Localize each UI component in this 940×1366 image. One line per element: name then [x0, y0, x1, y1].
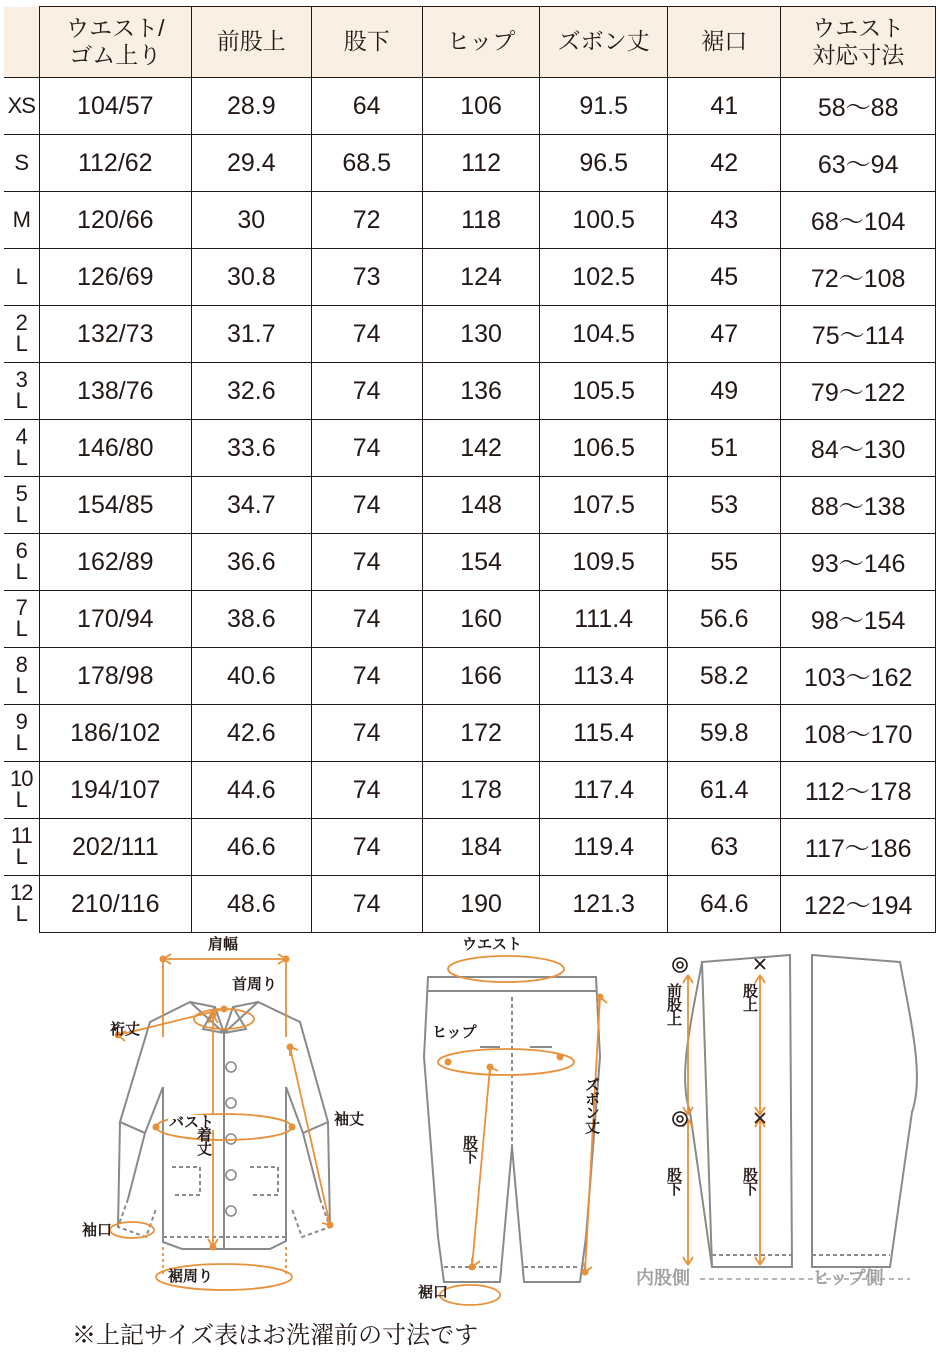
cell-length: 102.5	[540, 249, 668, 306]
cell-rise: 42.6	[192, 705, 312, 762]
cell-length: 121.3	[540, 876, 668, 933]
label-front-rise: 前股上	[665, 983, 682, 1025]
label-hip-side: ヒップ側	[812, 1268, 884, 1288]
cell-inseam: 74	[311, 762, 422, 819]
cell-hem: 51	[668, 420, 781, 477]
cell-waist: 120/66	[39, 192, 192, 249]
cell-waist: 210/116	[39, 876, 192, 933]
cell-hip: 166	[422, 648, 539, 705]
table-row	[4, 534, 936, 591]
header-waist-fit	[781, 7, 936, 78]
cell-hem: 41	[668, 78, 781, 135]
row-size: 7 L	[4, 591, 39, 648]
label-hem-circumference: 裾周り	[168, 1268, 214, 1285]
cell-waist: 138/76	[39, 363, 192, 420]
cell-inseam: 74	[311, 591, 422, 648]
measurement-illustrations	[0, 937, 940, 1352]
cell-rise: 38.6	[192, 591, 312, 648]
row-size: 8 L	[4, 648, 39, 705]
row-size: 4 L	[4, 420, 39, 477]
header-waist-line2: ゴム上り	[69, 42, 162, 68]
cell-fit: 72〜108	[781, 249, 936, 306]
cell-fit: 63〜94	[781, 135, 936, 192]
cell-waist: 178/98	[39, 648, 192, 705]
cell-hip: 160	[422, 591, 539, 648]
cell-rise: 34.7	[192, 477, 312, 534]
cell-length: 109.5	[540, 534, 668, 591]
cell-hip: 178	[422, 762, 539, 819]
cell-fit: 88〜138	[781, 477, 936, 534]
row-size: 11 L	[4, 819, 39, 876]
cell-fit: 58〜88	[781, 78, 936, 135]
cell-fit: 93〜146	[781, 534, 936, 591]
label-sleeve-length: 袖丈	[334, 1111, 365, 1128]
cell-inseam: 74	[311, 363, 422, 420]
header-hem-opening: 裾口	[668, 7, 781, 78]
table-body	[4, 78, 936, 933]
cell-fit: 84〜130	[781, 420, 936, 477]
row-size: 9 L	[4, 705, 39, 762]
cell-length: 96.5	[540, 135, 668, 192]
row-size: L	[4, 249, 39, 306]
label-detail-inseam: 股下	[741, 1167, 758, 1195]
row-size: 5 L	[4, 477, 39, 534]
row-size: 12 L	[4, 876, 39, 933]
cell-hip: 130	[422, 306, 539, 363]
cell-hip: 148	[422, 477, 539, 534]
cell-waist: 126/69	[39, 249, 192, 306]
table-row	[4, 192, 936, 249]
cell-hem: 56.6	[668, 591, 781, 648]
cell-inseam: 74	[311, 819, 422, 876]
label-pants-waist: ウエスト	[462, 936, 523, 953]
row-size: 2 L	[4, 306, 39, 363]
cell-length: 105.5	[540, 363, 668, 420]
cell-hip: 184	[422, 819, 539, 876]
table-row	[4, 78, 936, 135]
cell-waist: 104/57	[39, 78, 192, 135]
cell-length: 104.5	[540, 306, 668, 363]
cell-hem: 61.4	[668, 762, 781, 819]
cell-waist: 194/107	[39, 762, 192, 819]
cell-rise: 46.6	[192, 819, 312, 876]
cell-inseam: 74	[311, 705, 422, 762]
cell-fit: 98〜154	[781, 591, 936, 648]
row-size: S	[4, 135, 39, 192]
header-fit-line1: ウエスト	[812, 14, 905, 41]
cell-inseam: 73	[311, 249, 422, 306]
cell-hem: 64.6	[668, 876, 781, 933]
label-rise: 股上	[741, 983, 758, 1011]
table-row	[4, 591, 936, 648]
label-yoke-length: 裄丈	[110, 1021, 141, 1038]
label-pants-length: ズボン丈	[583, 1077, 600, 1133]
cell-fit: 112〜178	[781, 762, 936, 819]
cell-hem: 59.8	[668, 705, 781, 762]
cell-waist: 146/80	[39, 420, 192, 477]
pants-drawing	[424, 977, 600, 1282]
row-size: M	[4, 192, 39, 249]
cell-fit: 108〜170	[781, 705, 936, 762]
cell-fit: 68〜104	[781, 192, 936, 249]
cell-fit: 103〜162	[781, 648, 936, 705]
cell-hip: 106	[422, 78, 539, 135]
cell-inseam: 68.5	[311, 135, 422, 192]
header-front-rise: 前股上	[192, 7, 312, 78]
header-hip: ヒップ	[422, 7, 539, 78]
cell-hip: 124	[422, 249, 539, 306]
cell-fit: 79〜122	[781, 363, 936, 420]
cell-inseam: 74	[311, 420, 422, 477]
table-row	[4, 306, 936, 363]
cell-waist: 162/89	[39, 534, 192, 591]
cell-hip: 112	[422, 135, 539, 192]
rise-measure-lines	[683, 975, 765, 1265]
row-size: 10 L	[4, 762, 39, 819]
label-front-inseam: 股下	[665, 1167, 682, 1195]
cell-hip: 190	[422, 876, 539, 933]
label-bust: バスト	[169, 1114, 215, 1131]
table-header	[4, 7, 936, 78]
table-row	[4, 876, 936, 933]
cell-waist: 132/73	[39, 306, 192, 363]
row-size: XS	[4, 78, 39, 135]
cell-hem: 49	[668, 363, 781, 420]
label-body-length: 着丈	[195, 1127, 212, 1155]
label-pants-hip: ヒップ	[432, 1024, 477, 1041]
label-pants-hem: 裾口	[418, 1284, 449, 1301]
cell-length: 117.4	[540, 762, 668, 819]
label-neck-circumference: 首周り	[232, 976, 278, 993]
table-row	[4, 363, 936, 420]
pants-measure-lines	[438, 956, 607, 1305]
cell-rise: 30.8	[192, 249, 312, 306]
cell-waist: 186/102	[39, 705, 192, 762]
cell-length: 91.5	[540, 78, 668, 135]
cell-length: 115.4	[540, 705, 668, 762]
cell-waist: 202/111	[39, 819, 192, 876]
cell-inseam: 74	[311, 477, 422, 534]
header-waist	[39, 7, 192, 78]
row-size: 3 L	[4, 363, 39, 420]
cell-rise: 44.6	[192, 762, 312, 819]
cell-inseam: 74	[311, 306, 422, 363]
rise-detail-drawing	[685, 955, 917, 1352]
table-row	[4, 762, 936, 819]
cell-length: 100.5	[540, 192, 668, 249]
table-row	[4, 648, 936, 705]
cell-hip: 154	[422, 534, 539, 591]
cell-hem: 63	[668, 819, 781, 876]
cell-hem: 45	[668, 249, 781, 306]
header-pants-length: ズボン丈	[540, 7, 668, 78]
table-row	[4, 705, 936, 762]
table-row	[4, 249, 936, 306]
table-row	[4, 420, 936, 477]
header-row	[4, 7, 936, 78]
cell-length: 106.5	[540, 420, 668, 477]
cell-length: 113.4	[540, 648, 668, 705]
header-waist-line1: ウエスト/	[66, 14, 165, 41]
cell-length: 119.4	[540, 819, 668, 876]
label-inner-thigh-side: 内股側	[636, 1268, 690, 1288]
header-fit-line2: 対応寸法	[812, 42, 905, 68]
cell-rise: 30	[192, 192, 312, 249]
jacket-measure-lines	[110, 954, 330, 1290]
cell-rise: 28.9	[192, 78, 312, 135]
label-pants-inseam: 股下	[461, 1135, 478, 1163]
cell-hem: 55	[668, 534, 781, 591]
table-row	[4, 819, 936, 876]
cell-waist: 112/62	[39, 135, 192, 192]
cell-waist: 170/94	[39, 591, 192, 648]
cell-inseam: 64	[311, 78, 422, 135]
cell-inseam: 72	[311, 192, 422, 249]
cell-hip: 136	[422, 363, 539, 420]
cell-length: 107.5	[540, 477, 668, 534]
label-cuff: 袖口	[82, 1222, 113, 1239]
cell-rise: 31.7	[192, 306, 312, 363]
cell-inseam: 74	[311, 876, 422, 933]
cell-rise: 36.6	[192, 534, 312, 591]
cell-rise: 40.6	[192, 648, 312, 705]
row-size: 6 L	[4, 534, 39, 591]
size-chart-page	[0, 6, 940, 1366]
cell-hem: 42	[668, 135, 781, 192]
cell-hip: 172	[422, 705, 539, 762]
cell-rise: 33.6	[192, 420, 312, 477]
cell-inseam: 74	[311, 648, 422, 705]
cell-hip: 142	[422, 420, 539, 477]
jacket-drawing	[118, 1002, 330, 1249]
cell-fit: 122〜194	[781, 876, 936, 933]
cell-rise: 29.4	[192, 135, 312, 192]
cell-hem: 53	[668, 477, 781, 534]
cell-waist: 154/85	[39, 477, 192, 534]
header-inseam: 股下	[311, 7, 422, 78]
cell-hip: 118	[422, 192, 539, 249]
cell-length: 111.4	[540, 591, 668, 648]
header-corner	[4, 7, 39, 78]
cell-hem: 47	[668, 306, 781, 363]
cell-hem: 43	[668, 192, 781, 249]
size-table	[4, 6, 936, 933]
cell-rise: 32.6	[192, 363, 312, 420]
table-row	[4, 477, 936, 534]
cell-fit: 75〜114	[781, 306, 936, 363]
cell-hem: 58.2	[668, 648, 781, 705]
cell-rise: 48.6	[192, 876, 312, 933]
label-shoulder-width: 肩幅	[208, 936, 239, 953]
cell-fit: 117〜186	[781, 819, 936, 876]
cell-inseam: 74	[311, 534, 422, 591]
wash-note: ※上記サイズ表はお洗濯前の寸法です	[72, 1322, 479, 1349]
table-row	[4, 135, 936, 192]
